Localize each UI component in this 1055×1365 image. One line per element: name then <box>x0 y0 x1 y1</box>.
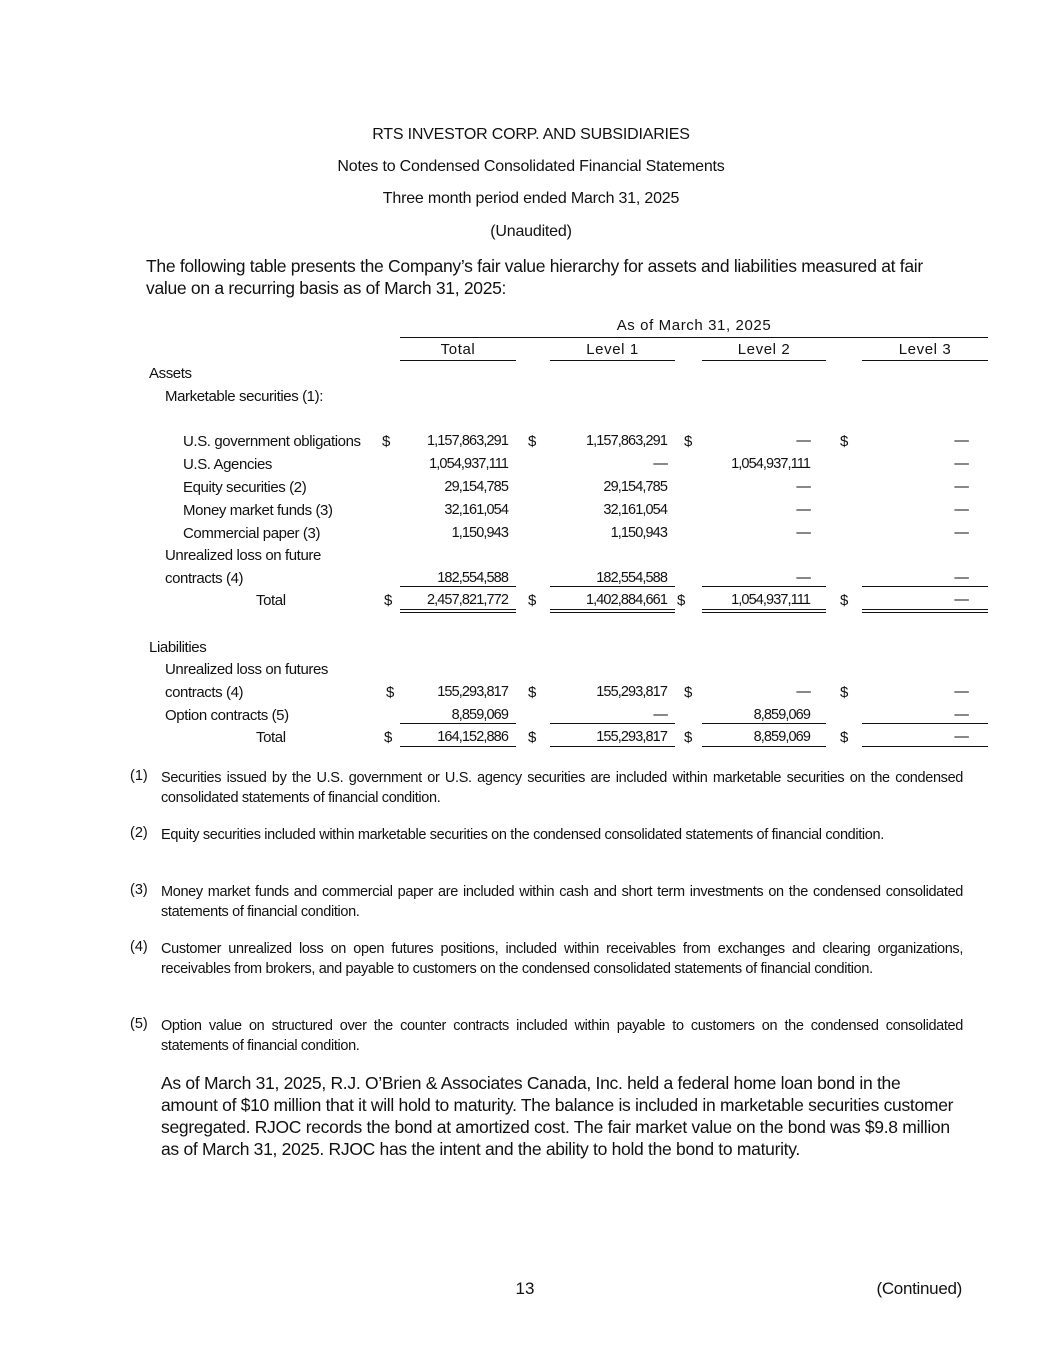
cell-level2: — <box>796 479 810 495</box>
cell-total: 1,157,863,291 <box>426 433 508 449</box>
cell-level1: 32,161,054 <box>603 502 667 518</box>
subtotal-rule <box>862 723 988 724</box>
cell-level3: — <box>954 479 968 495</box>
col-header-level3: Level 3 <box>898 341 952 358</box>
total-rule <box>400 746 516 747</box>
marketable-securities-label: Marketable securities (1): <box>165 388 323 405</box>
total-rule <box>702 746 826 747</box>
intro-paragraph: The following table presents the Company’s fair value hierarchy for assets and liabilities measured at fair value on a recurring basis as of March 31, 2025: <box>146 256 923 298</box>
subtotal-rule <box>550 723 675 724</box>
subtotal-rule <box>702 723 826 724</box>
footnote-text: Customer unrealized loss on open futures positions, included within receivables from exchanges and clearing organizations, receivables from brokers, and payable to customers on the condensed consolidated statements of financial condition. <box>161 941 963 977</box>
currency-symbol: $ <box>386 684 395 701</box>
company-name: RTS INVESTOR CORP. AND SUBSIDIARIES <box>372 126 690 143</box>
footnote-text: Money market funds and commercial paper are included within cash and short term investments on the condensed consolidated statements of financial condition. <box>161 884 963 920</box>
footnote-number: (5) <box>130 1016 148 1032</box>
subtotal-rule <box>862 586 988 587</box>
currency-symbol: $ <box>528 592 537 609</box>
total-double-rule <box>400 609 516 613</box>
cell-level1: 1,150,943 <box>610 525 667 541</box>
cell-level1: 29,154,785 <box>603 479 667 495</box>
report-subtitle: Notes to Condensed Consolidated Financial Statements <box>337 158 725 175</box>
cell-total: 1,054,937,111 <box>429 456 508 472</box>
row-label: Option contracts (5) <box>165 707 289 724</box>
cell-level3: — <box>954 684 968 700</box>
page-number: 13 <box>515 1279 535 1298</box>
subtotal-rule <box>400 586 516 587</box>
closing-paragraph: As of March 31, 2025, R.J. O’Brien & Associates Canada, Inc. held a federal home loan bond in the amount of $10 million that it will hold to maturity. The balance is included in marketable securities customer segregated. RJOC records the bond at amortized cost. The fair market value on the bond was $9.8 million as of March 31, 2025. RJOC has the intent and the ability to hold the bond to maturity. <box>161 1073 954 1159</box>
currency-symbol: $ <box>840 433 849 450</box>
currency-symbol: $ <box>840 592 849 609</box>
cell-level2: — <box>796 684 810 700</box>
audit-status: (Unaudited) <box>490 223 572 240</box>
cell-total: 182,554,588 <box>437 570 508 586</box>
cell-total: 8,859,069 <box>451 707 508 723</box>
cell-level3: — <box>954 502 968 518</box>
cell-level2: 1,054,937,111 <box>731 592 810 608</box>
cell-level2: 1,054,937,111 <box>731 456 810 472</box>
currency-symbol: $ <box>684 729 693 746</box>
footnote-number: (3) <box>130 882 148 898</box>
footnote-number: (2) <box>130 825 148 841</box>
col-rule-level3 <box>862 360 988 361</box>
row-label-line1: Unrealized loss on future <box>165 547 321 564</box>
cell-total: 29,154,785 <box>444 479 508 495</box>
footnote-text: Equity securities included within marketable securities on the condensed consolidated statements of financial condition. <box>161 827 884 843</box>
cell-level3: — <box>954 456 968 472</box>
footnote-number: (1) <box>130 768 148 784</box>
row-label: Total <box>256 729 286 746</box>
continued-label: (Continued) <box>876 1279 962 1298</box>
subtotal-rule <box>702 586 826 587</box>
row-label-line2: contracts (4) <box>165 570 244 587</box>
cell-level1: 155,293,817 <box>596 729 667 745</box>
date-header: As of March 31, 2025 <box>616 317 772 334</box>
col-header-level1: Level 1 <box>586 341 639 358</box>
row-label: Money market funds (3) <box>183 502 333 519</box>
cell-total: 32,161,054 <box>444 502 508 518</box>
cell-level3: — <box>954 433 968 449</box>
liabilities-section-label: Liabilities <box>149 639 207 656</box>
row-label: U.S. Agencies <box>183 456 273 473</box>
subtotal-rule <box>400 723 516 724</box>
cell-level1: — <box>653 707 667 723</box>
assets-section-label: Assets <box>149 365 192 382</box>
cell-level2: 8,859,069 <box>753 707 810 723</box>
cell-level3: — <box>954 729 968 745</box>
cell-level1: 1,157,863,291 <box>585 433 667 449</box>
cell-level3: — <box>954 592 968 608</box>
footnote-text: Option value on structured over the counter contracts included within payable to customers on the condensed consolidated statements of financial condition. <box>161 1018 963 1054</box>
currency-symbol: $ <box>840 729 849 746</box>
total-double-rule <box>550 609 675 613</box>
currency-symbol: $ <box>684 684 693 701</box>
col-header-level2: Level 2 <box>737 341 791 358</box>
currency-symbol: $ <box>528 729 537 746</box>
currency-symbol: $ <box>684 433 693 450</box>
date-header-rule <box>400 337 988 338</box>
currency-symbol: $ <box>528 433 537 450</box>
cell-level1: 1,402,884,661 <box>585 592 667 608</box>
currency-symbol: $ <box>382 433 391 450</box>
currency-symbol: $ <box>528 684 537 701</box>
footnote-number: (4) <box>130 939 148 955</box>
total-rule <box>862 746 988 747</box>
row-label: Commercial paper (3) <box>183 525 321 542</box>
col-header-total: Total <box>440 341 476 358</box>
col-rule-level2 <box>702 360 826 361</box>
cell-level2: — <box>796 570 810 586</box>
row-label-line2: contracts (4) <box>165 684 244 701</box>
total-double-rule <box>702 609 826 613</box>
cell-level2: — <box>796 502 810 518</box>
row-label: Total <box>256 592 286 609</box>
subtotal-rule <box>550 586 675 587</box>
cell-total: 1,150,943 <box>451 525 508 541</box>
row-label: Equity securities (2) <box>183 479 307 496</box>
total-double-rule <box>862 609 988 613</box>
col-rule-total <box>400 360 516 361</box>
cell-total: 164,152,886 <box>437 729 508 745</box>
cell-level1: 182,554,588 <box>596 570 667 586</box>
col-rule-level1 <box>550 360 675 361</box>
currency-symbol: $ <box>384 729 393 746</box>
total-rule <box>550 746 675 747</box>
cell-level2: — <box>796 433 810 449</box>
cell-level3: — <box>954 707 968 723</box>
currency-symbol: $ <box>840 684 849 701</box>
cell-level3: — <box>954 570 968 586</box>
cell-level2: 8,859,069 <box>753 729 810 745</box>
cell-level2: — <box>796 525 810 541</box>
report-period: Three month period ended March 31, 2025 <box>382 190 680 207</box>
currency-symbol: $ <box>677 592 686 609</box>
cell-total: 2,457,821,772 <box>426 592 508 608</box>
row-label: U.S. government obligations <box>183 433 361 450</box>
cell-level1: 155,293,817 <box>596 684 667 700</box>
cell-level3: — <box>954 525 968 541</box>
row-label-line1: Unrealized loss on futures <box>165 661 329 678</box>
footnote-text: Securities issued by the U.S. government or U.S. agency securities are included within marketable securities on the condensed consolidated statements of financial condition. <box>161 770 963 806</box>
currency-symbol: $ <box>384 592 393 609</box>
cell-total: 155,293,817 <box>437 684 508 700</box>
cell-level1: — <box>653 456 667 472</box>
